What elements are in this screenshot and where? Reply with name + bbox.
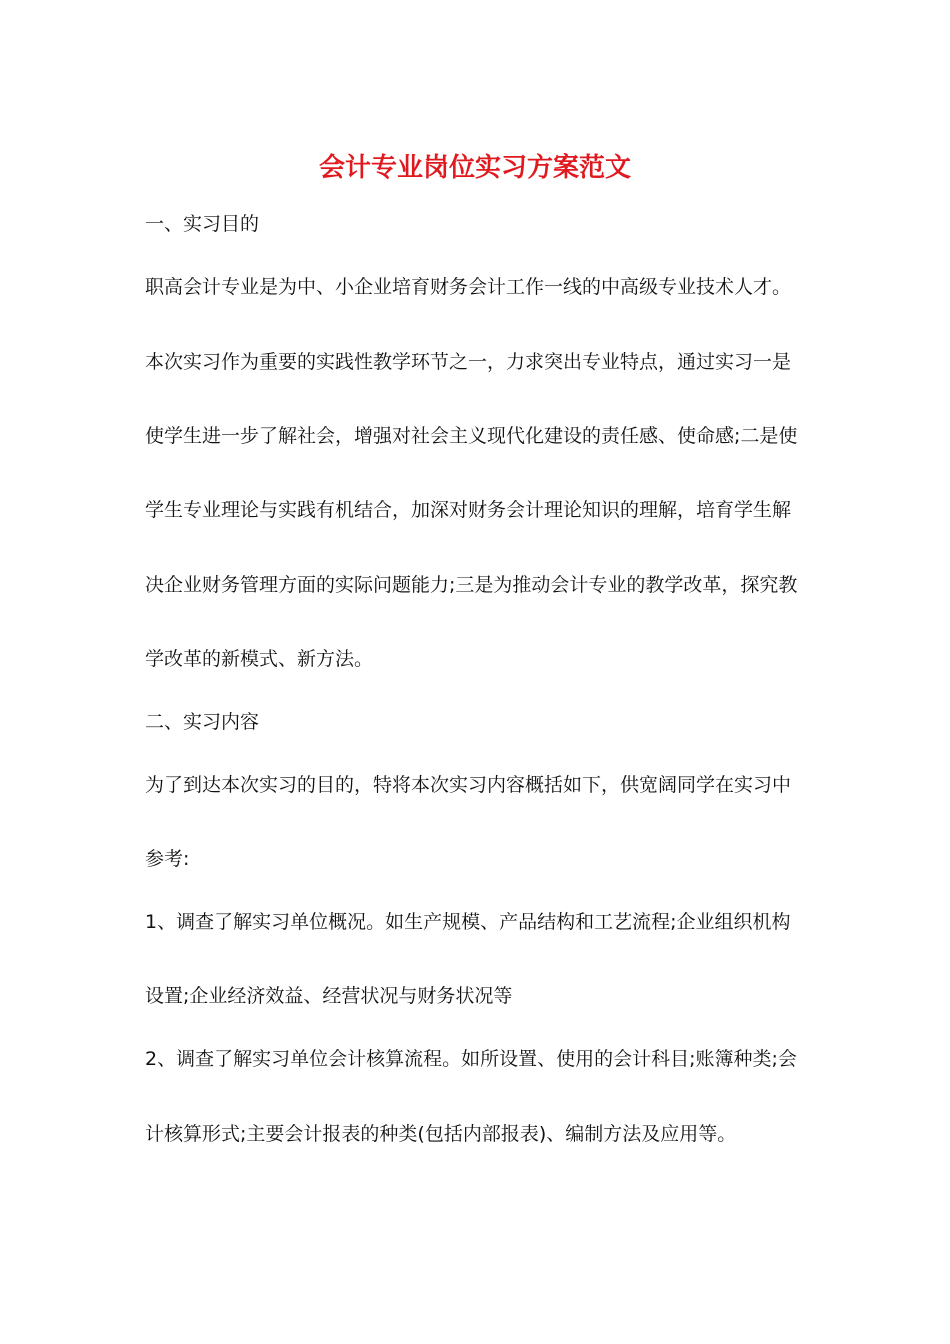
paragraph-line: 决企业财务管理方面的实际问题能力;三是为推动会计专业的教学改革，探究教 <box>145 574 798 596</box>
paragraph-line: 职高会计专业是为中、小企业培育财务会计工作一线的中高级专业技术人才。 <box>145 276 792 298</box>
section-heading-content: 二、实习内容 <box>145 711 260 733</box>
paragraph-line: 为了到达本次实习的目的，特将本次实习内容概括如下，供宽阔同学在实习中 <box>145 774 792 796</box>
paragraph-line: 使学生进一步了解社会，增强对社会主义现代化建设的责任感、使命感;二是使 <box>145 425 798 447</box>
paragraph-line: 学改革的新模式、新方法。 <box>145 648 374 670</box>
section-heading-purpose: 一、实习目的 <box>145 213 260 235</box>
paragraph-line: 学生专业理论与实践有机结合，加深对财务会计理论知识的理解，培育学生解 <box>145 499 792 521</box>
list-item-line: 计核算形式;主要会计报表的种类(包括内部报表)、编制方法及应用等。 <box>145 1123 737 1145</box>
list-item-line: 设置;企业经济效益、经营状况与财务状况等 <box>145 985 513 1007</box>
document-title: 会计专业岗位实习方案范文 <box>318 153 631 183</box>
paragraph-line: 参考: <box>145 848 190 870</box>
list-item-line: 1、调查了解实习单位概况。如生产规模、产品结构和工艺流程;企业组织机构 <box>145 911 791 933</box>
list-item-line: 2、调查了解实习单位会计核算流程。如所设置、使用的会计科目;账簿种类;会 <box>145 1048 797 1070</box>
paragraph-line: 本次实习作为重要的实践性教学环节之一，力求突出专业特点，通过实习一是 <box>145 351 792 373</box>
